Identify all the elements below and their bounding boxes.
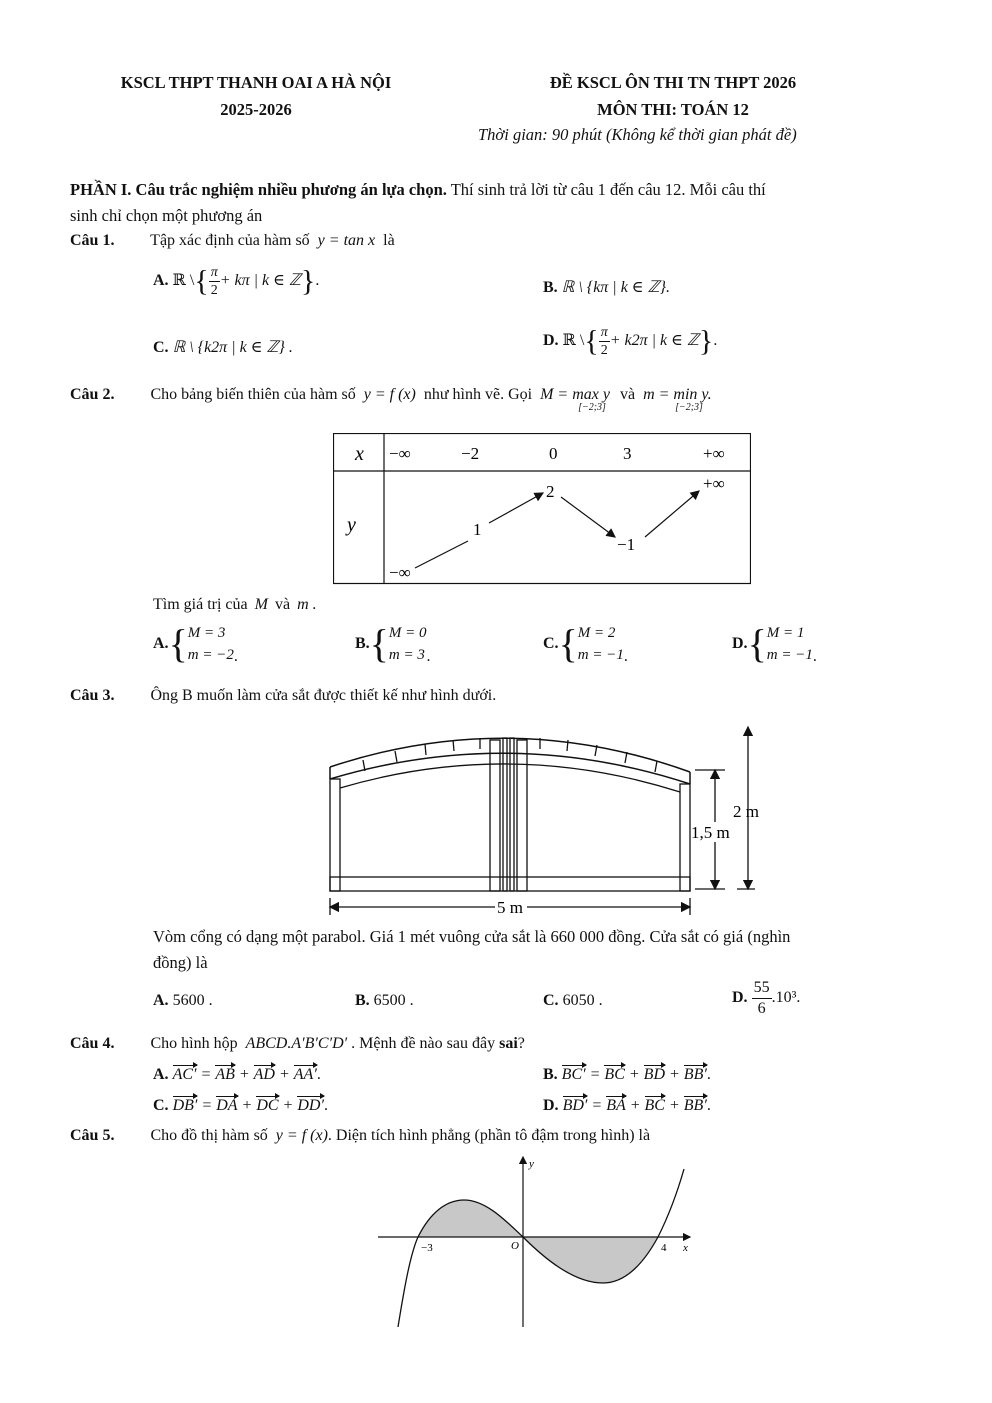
x-val-neg-inf: −∞	[389, 444, 411, 463]
y-val-1: 1	[473, 520, 482, 539]
q1-label: Câu 1.	[70, 232, 115, 249]
q3-option-d[interactable]: D. $\frac{55}{6}$ .10³.	[732, 979, 801, 1017]
x-val-neg2: −2	[461, 444, 480, 463]
exam-subject: MÔN THI: TOÁN 12	[597, 100, 749, 119]
table-y-head: y	[347, 514, 356, 536]
shaded-region-left	[418, 1200, 523, 1237]
y-val-neg-inf: −∞	[389, 563, 411, 582]
gate-figure	[325, 722, 773, 922]
part1-instruction-2: sinh chỉ chọn một phương án	[70, 206, 263, 225]
exam-title: ĐỀ KSCL ÔN THI TN THPT 2026	[549, 73, 797, 92]
q3-label: Câu 3.	[70, 687, 115, 704]
q1-option-a[interactable]: A. ℝ \{ $\frac{\pi}{2}$ + kπ | k ∈ ℤ}.	[153, 264, 320, 298]
q3-text: Ông B muốn làm cửa sắt được thiết kế như hình dưới.	[150, 687, 497, 704]
q1-option-d[interactable]: D. ℝ \{ $\frac{\pi}{2}$ + k2π | k ∈ ℤ}.	[543, 324, 718, 358]
brace-close: }	[698, 324, 714, 358]
expr: ℝ \	[172, 272, 195, 290]
q3-option-b[interactable]: B. 6500 .	[355, 992, 414, 1009]
option-label: D.	[543, 332, 559, 350]
q4-option-d[interactable]: D. BD′ = BA + BC + BB′.	[543, 1097, 711, 1114]
brace-close: }	[300, 264, 316, 298]
table-x-head: x	[355, 443, 364, 465]
brace-open: {	[194, 264, 209, 298]
school-year: 2025-2026	[220, 100, 292, 119]
q1-func: y = tan x	[317, 232, 376, 249]
q2-and: và	[619, 386, 636, 403]
y-val-2: 2	[546, 482, 555, 501]
q2-func: y = f (x)	[363, 386, 416, 403]
q4-option-c[interactable]: C. DB′ = DA + DC + DD′.	[153, 1097, 328, 1114]
option-label: A.	[153, 272, 169, 290]
arrow-up-1	[415, 541, 468, 568]
expr: ℝ \ {k2π | k ∈ ℤ} .	[172, 339, 293, 356]
q2-m-def: m = min y. [−2;3]	[643, 386, 712, 413]
q4-stem: Câu 4. Cho hình hộp ABCD.A′B′C′D′ . Mệnh đề nào sau đây sai?	[70, 1035, 525, 1052]
x-val-3: 3	[623, 444, 632, 463]
variation-table	[333, 433, 751, 585]
origin-label: O	[511, 1240, 519, 1252]
q2-stem	[70, 386, 712, 413]
q1-text: Tập xác định của hàm số	[150, 232, 310, 249]
q4-option-b[interactable]: B. BC′ = BC + BD + BB′.	[543, 1066, 711, 1083]
shaded-region-right	[523, 1237, 658, 1283]
school-name: KSCL THPT THANH OAI A HÀ NỘI	[120, 73, 392, 92]
q2-M-def: M = max y [−2;3]	[540, 386, 610, 413]
x-val-0: 0	[549, 444, 558, 463]
q2-option-d[interactable]: D.{ M = 1 m = −1 .	[732, 621, 817, 666]
part1-instruction: Thí sinh trả lời từ câu 1 đến câu 12. Mỗi câu thí	[446, 180, 766, 199]
function-graph	[378, 1155, 698, 1327]
q3-option-c[interactable]: C. 6050 .	[543, 992, 603, 1009]
part1-title: PHẦN I. Câu trắc nghiệm nhiều phương án lựa chọn.	[70, 180, 447, 199]
expr: + k2π | k ∈ ℤ	[609, 332, 699, 350]
q1-tail: là	[383, 232, 395, 249]
expr: ℝ \ {kπ | k ∈ ℤ}.	[561, 279, 670, 296]
x-val-pos-inf: +∞	[703, 444, 725, 463]
q3-desc-1: Vòm cổng có dạng một parabol. Giá 1 mét vuông cửa sắt là 660 000 đồng. Cửa sắt có giá (nghìn	[153, 927, 791, 946]
q4-option-a[interactable]: A. AC′ = AB + AD + AA′.	[153, 1066, 321, 1083]
option-label: C.	[153, 339, 169, 356]
y-val-pos-inf: +∞	[703, 474, 725, 493]
q1-option-c[interactable]	[153, 337, 293, 357]
arrow-up-2	[489, 493, 543, 523]
part1-heading	[70, 180, 766, 200]
arrow-down	[561, 497, 615, 537]
fraction: $\frac{\pi}{2}$	[600, 325, 608, 358]
q2-label: Câu 2.	[70, 386, 115, 403]
q1-stem	[70, 232, 395, 250]
dim-1-5m: 1,5 m	[691, 823, 730, 842]
q2-option-a[interactable]: A.{ M = 3 m = −2 .	[153, 621, 238, 666]
q1-option-b[interactable]	[543, 277, 670, 297]
fraction: $\frac{\pi}{2}$	[210, 265, 218, 298]
q2-prompt: Tìm giá trị của M và m .	[153, 596, 317, 613]
expr: + kπ | k ∈ ℤ	[219, 272, 301, 290]
tick-neg3: −3	[421, 1242, 433, 1254]
q3-desc-2: đồng) là	[153, 953, 208, 972]
tick-4: 4	[661, 1242, 667, 1254]
arrow-up-3	[645, 491, 699, 537]
q2-text: Cho bảng biến thiên của hàm số	[150, 386, 356, 403]
y-val-neg1: −1	[617, 535, 636, 554]
q5-stem: Câu 5. Cho đồ thị hàm số y = f (x). Diện tích hình phẳng (phần tô đậm trong hình) là	[70, 1127, 651, 1144]
exam-time: Thời gian: 90 phút (Không kể thời gian phát đề)	[478, 125, 797, 144]
q3-stem	[70, 687, 496, 705]
q2-option-c[interactable]: C.{ M = 2 m = −1 .	[543, 621, 628, 666]
dim-5m: 5 m	[497, 898, 523, 917]
option-label: B.	[543, 279, 558, 296]
x-axis-label: x	[683, 1242, 688, 1254]
q2-option-b[interactable]: B.{ M = 0 m = 3 .	[355, 621, 431, 666]
expr: ℝ \	[562, 332, 585, 350]
q3-option-a[interactable]: A. 5600 .	[153, 992, 213, 1009]
q2-text2: như hình vẽ. Gọi	[423, 386, 533, 403]
dim-2m: 2 m	[733, 802, 759, 821]
y-axis-label: y	[529, 1158, 534, 1170]
brace-open: {	[584, 324, 599, 358]
